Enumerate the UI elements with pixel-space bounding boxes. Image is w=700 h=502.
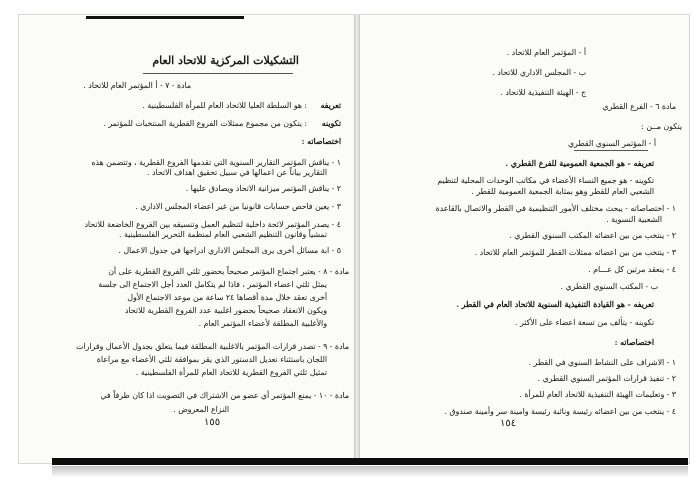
right-page-number: ١٥٤ — [500, 418, 517, 429]
section-a-power: ٤ - ينعقد مرتين كل عـــام . — [588, 265, 676, 274]
section-a-heading: أ - المؤتمر السنوي القطري — [567, 139, 656, 148]
powers-item: ١ - يناقش المؤتمر التقارير السنوية التي تقدمها الفروع القطرية ، وتتضمن هذه — [91, 158, 341, 167]
article-7: مادة - ٧ - أ المؤتمر العام للاتحاد . — [83, 81, 191, 90]
section-b-powers-label: اختصاصاته : — [614, 338, 654, 347]
intro-item: ج - الهيئة التنفيذية للاتحاد . — [500, 88, 586, 97]
section-b-item: ١ - الاشراف على النشاط السنوي في القطر . — [528, 358, 676, 367]
powers-item: تمشياً وقانون التنظيم الشعبي العام لمنظمة التحرير الفلسطينية . — [119, 230, 327, 239]
article-8-line: والأغلبية المطلقة لأعضاء المؤتمر العام . — [198, 319, 327, 328]
section-b-item: ٤ - ينتخب من بين اعضائه رئيسة ونائبة رئيسة وامينة سر وأمينة صندوق . — [444, 407, 676, 416]
section-a-form: تكوينه - هو جميع النساء الأعضاء في مكاتب الوحدات المحلية لتنظيم — [437, 176, 654, 185]
section-a-power: ٢ - ينتخب من بين اعضائه المكتب السنوي القطري . — [509, 231, 676, 240]
def-text: : هو السلطة العليا للاتحاد العام للمرأة الفلسطينية . — [142, 101, 307, 110]
section-a-power: ١ - اختصاصاته - يبحث مختلف الأمور التنظيمية في القطر والاتصال بالقاعدة — [435, 204, 676, 213]
section-a-power: ٣ - ينتخب من بين اعضائه ممثلات القطر للمؤتمر العام للاتحاد . — [474, 248, 676, 257]
left-page-text — [24, 24, 349, 444]
scan-shadow — [52, 466, 688, 478]
section-a-underline — [574, 150, 648, 151]
article-9-line: تمثيل ثلثي الفروع القطرية للاتحاد العام للمرأة الفلسطينية . — [135, 368, 327, 377]
article-10-line: مادة - ١٠ - يمنع المؤتمر أي عضو من الاشتراك في التصويت اذا كان طرفاً في — [100, 391, 349, 400]
article-9-line: اللجان باستثناء تعديل الدستور الذي يقر بموافقة ثلثي الأعضاء مع مراعاة — [96, 355, 327, 364]
section-b-form: تكوينه - يتألف من تسعة اعضاء على الأكثر . — [514, 318, 654, 327]
scan-edge-top — [86, 16, 244, 19]
intro-item: أ - المؤتمر العام للاتحاد . — [506, 48, 586, 57]
right-page-text — [366, 24, 684, 444]
powers-item: التقارير بياناً عن اعمالها في سبيل تحقيق اهداف الاتحاد . — [147, 168, 327, 177]
section-b-heading: ب - المكتب السنوي القطري . — [560, 282, 658, 291]
article-8-line: أخرى تعقد خلال مدة أقصاها ٢٤ ساعة من موعد الاجتماع الأول — [127, 293, 327, 302]
article-8-line: يمثل ثلثي اعضاء المؤتمر ، فاذا لم يتكامل العدد أجل الاجتماع الى جلسة — [98, 280, 327, 289]
section-a-power: الشعبية النسوية . — [606, 215, 662, 224]
powers-item: ٣ - يعين فاحص حسابات قانونيا من غير اعضاء المجلس الاداري . — [135, 202, 341, 211]
title-underline — [143, 73, 293, 74]
form-label: تكوينه — [321, 119, 341, 128]
article-6: مادة ٦ - الفرع القطري — [602, 102, 676, 111]
article-9-line: مادة - ٩ - تصدر قرارات المؤتمر بالاغلبية المطلقة فيما يتعلق بجدول الأعمال وقرارات — [76, 342, 349, 351]
article-8-line: ويكون الانعقاد صحيحاً بحضور اغلبية عدد الفروع القطرية للاتحاد — [124, 306, 327, 315]
section-b-item: ٢ - تنفيذ قرارات المؤتمر السنوي القطري . — [537, 374, 676, 383]
scan-edge-bottom — [52, 458, 688, 465]
def-label: تعريفه — [320, 101, 341, 110]
powers-item: ٥ - ابة مسائل أخرى يرى المجلس الاداري ادراجها في جدول الاعمال . — [118, 246, 341, 255]
intro-item: ب - المجلس الاداري للاتحاد . — [492, 68, 586, 77]
left-page-title: التشكيلات المركزية للاتحاد العام — [152, 54, 299, 67]
left-page-number: ١٥٥ — [204, 417, 221, 428]
powers-item: ٤ - يصدر المؤتمر لائحة داخلية لتنظيم العمل وتنسيقه بين الفروع الخاضعة للاتحاد — [84, 220, 341, 229]
form-text: : يتكون من مجموع ممثلات الفروع القطرية المنتخبات للمؤتمر . — [103, 119, 307, 128]
section-b-def: تعريفه - هو القيادة التنفيذية السنوية للاتحاد العام في القطر . — [456, 300, 654, 309]
powers-item: ٢ - يناقش المؤتمر ميزانية الاتحاد ويصادق عليها . — [185, 184, 341, 193]
powers-label: اختصاصاته : — [301, 137, 341, 146]
article-8-line: مادة - ٨ - يعتبر اجتماع المؤتمر صحيحاً بحضور ثلثي الفروع القطرية على أن — [108, 267, 349, 276]
consists: يتكون مــن : — [641, 122, 682, 131]
section-a-form: الشعبي العام للقطر وهو بمثابة الجمعية العمومية للقطر . — [471, 187, 654, 196]
book-gutter — [354, 14, 360, 464]
section-b-item: ٣ - وتعليمات الهيئة التنفيذية للاتحاد العام للمرأة . — [519, 390, 676, 399]
article-10-line: النزاع المعروض . — [173, 405, 229, 414]
section-a-def: تعريفه - هو الجمعية العمومية للفرع القطري . — [505, 159, 654, 168]
